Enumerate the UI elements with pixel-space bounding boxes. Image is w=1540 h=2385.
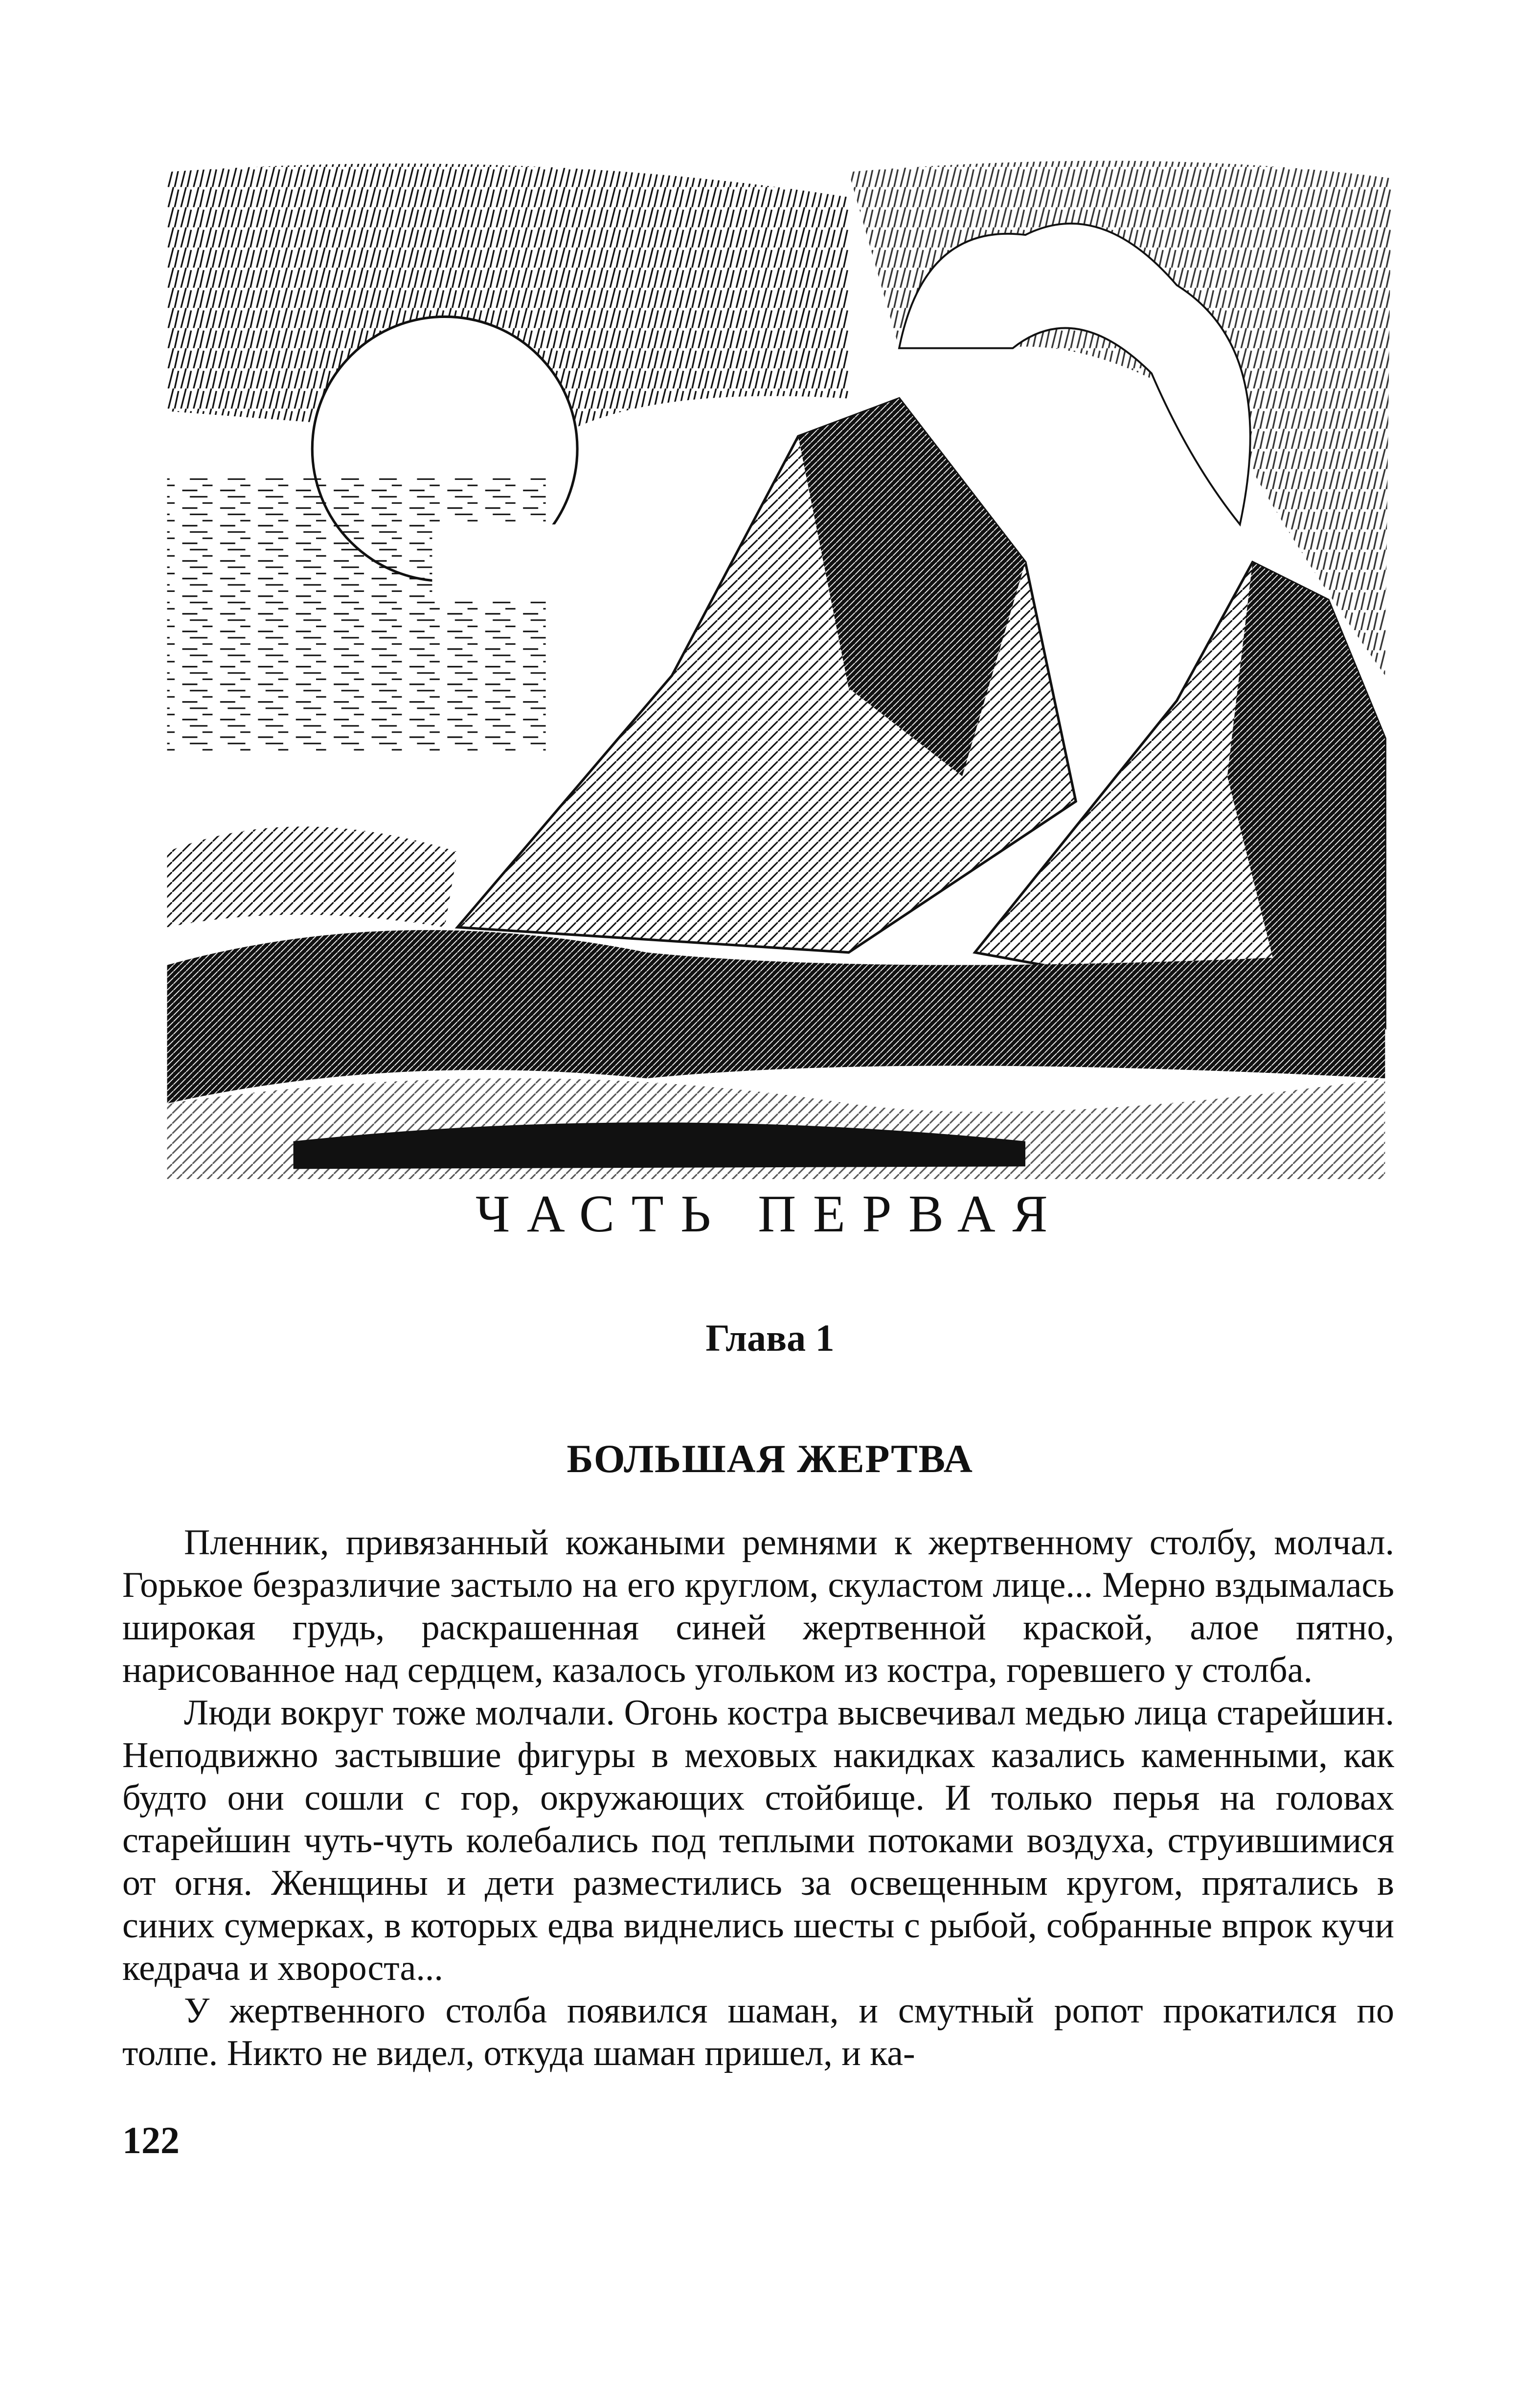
volcano-illustration (142, 147, 1404, 1179)
page-number: 122 (122, 2119, 180, 2161)
part-title: ЧАСТЬ ПЕРВАЯ (476, 1185, 1064, 1243)
body-text (122, 1522, 1394, 2075)
paragraph: Пленник, привязанный кожаными ремнями к жертвенному столбу, молчал. Горькое безразличие застыло на его круглом, скуластом лице... Мерно вздымалась широкая грудь, раскрашенная синей жертвенной краской, алое пятно, нарисованное над сердцем, казалось угольком из костра, горевшего у столба. (122, 1522, 1394, 1690)
paragraph: У жертвенного столба появился шаман, и смутный ропот прокатился по толпе. Никто не видел, откуда шаман пришел, и ка- (122, 1991, 1394, 2073)
chapter-title: БОЛЬШАЯ ЖЕРТВА (566, 1436, 974, 1481)
chapter-number: Глава 1 (705, 1317, 835, 1359)
paragraph: Люди вокруг тоже молчали. Огонь костра высвечивал медью лица старейшин. Неподвижно застывшие фигуры в меховых накидках казались каменными, как будто они сошли с гор, окружающих стойбище. И только перья на головах старейшин чуть-чуть колебались под теплыми потоками воздуха, струившимися от огня. Женщины и дети разместились за освещенным кругом, прятались в синих сумерках, в которых едва виднелись шесты с рыбой, собранные впрок кучи кедрача и хвороста... (122, 1693, 1394, 1988)
